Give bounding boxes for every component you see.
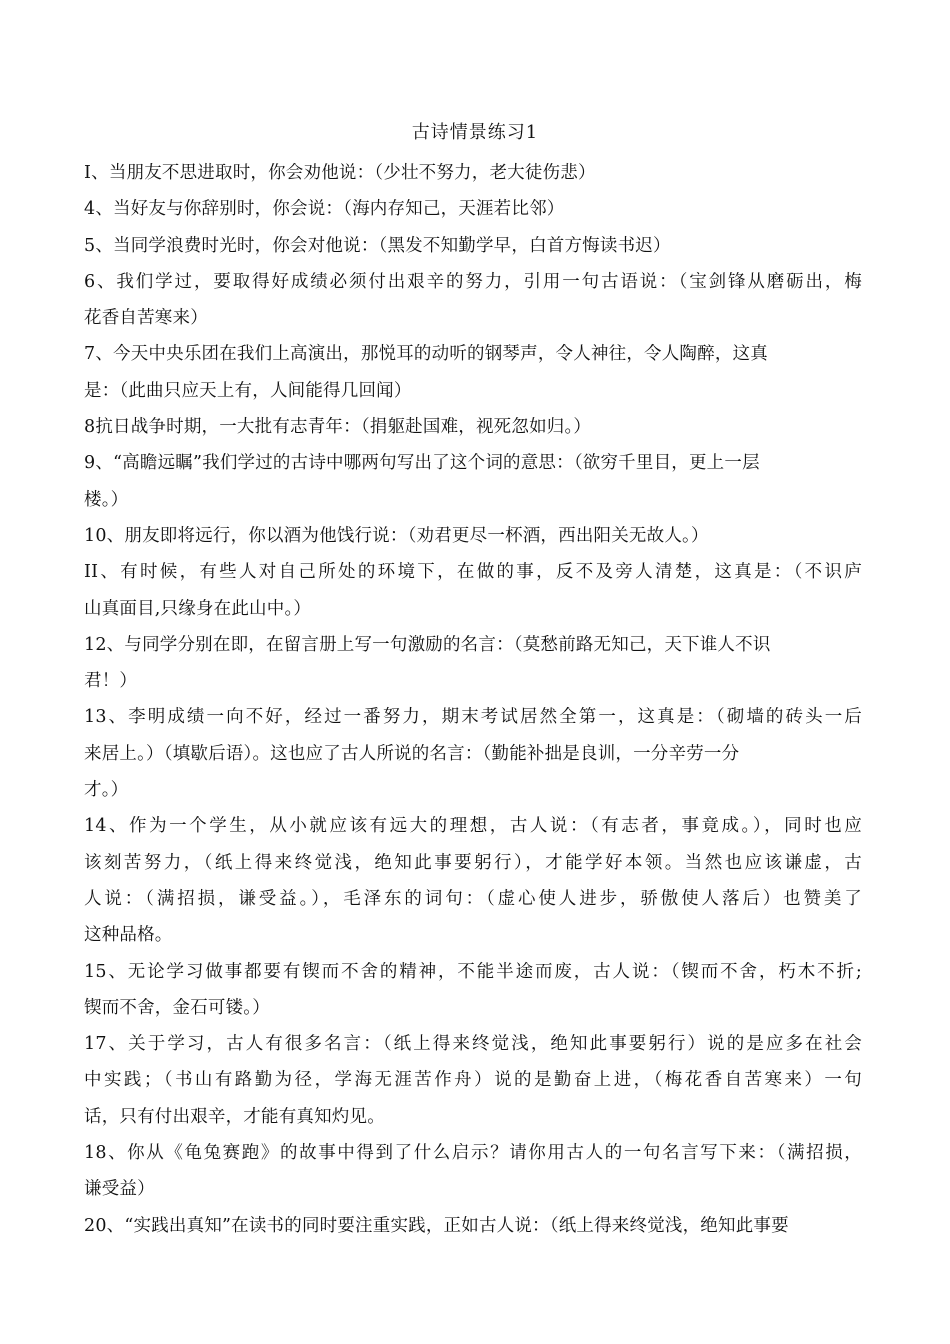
text-line: 谦受益） xyxy=(84,1179,155,1200)
text-line: 10、朋友即将远行，你以酒为他饯行说：（劝君更尽一杯酒，西出阳关无故人。） xyxy=(84,525,709,546)
text-line: 5、当同学浪费时光时，你会对他说：（黑发不知勤学早，白首方悔读书迟） xyxy=(84,235,671,256)
text-line: 7、今天中央乐团在我们上高演出，那悦耳的动听的钢琴声，令人神往，令人陶醉，这真 xyxy=(84,344,768,365)
text-line: 才。） xyxy=(84,780,129,801)
text-line: 12、与同学分别在即，在留言册上写一句激励的名言：（莫愁前路无知己，天下谁人不识 xyxy=(84,634,771,655)
document-title: 古诗情景练习1 xyxy=(411,122,539,143)
text-line: 18、你从《龟兔赛跑》的故事中得到了什么启示？请你用古人的一句名言写下来：（满招损， xyxy=(84,1143,862,1164)
text-line: 人说：（满招损，谦受益。），毛泽东的词句：（虚心使人进步，骄傲使人落后）也赞美了 xyxy=(84,888,862,909)
text-line: 6、我们学过，要取得好成绩必须付出艰辛的努力，引用一句古语说：（宝剑锋从磨砺出，梅 xyxy=(84,271,862,292)
text-line: 14、作为一个学生，从小就应该有远大的理想，古人说：（有志者，事竟成。），同时也应 xyxy=(84,816,862,837)
text-line: 13、李明成绩一向不好，经过一番努力，期末考试居然全第一，这真是：（砌墙的砖头一后 xyxy=(84,707,862,728)
text-line: 15、无论学习做事都要有锲而不舍的精神，不能半途而废，古人说：（锲而不舍，朽木不折; xyxy=(84,961,862,982)
text-line: 该刻苦努力，（纸上得来终觉浅，绝知此事要躬行），才能学好本领。当然也应该谦虚，古 xyxy=(84,852,862,873)
text-line: I、当朋友不思进取时，你会劝他说：（少壮不努力，老大徒伤悲） xyxy=(84,163,596,183)
text-line: 来居上。）（填歇后语）。这也应了古人所说的名言：（勤能补拙是良训，一分辛劳一分 xyxy=(84,743,740,764)
text-line: 锲而不舍，金石可镂。） xyxy=(84,997,270,1018)
text-line: 9、“高瞻远瞩”我们学过的古诗中哪两句写出了这个词的意思：（欲穷千里目，更上一层 xyxy=(84,453,760,474)
text-line: 是：（此曲只应天上有，人间能得几回闻） xyxy=(84,380,412,401)
text-line: 花香自苦寒来） xyxy=(84,308,208,329)
text-line: 楼。） xyxy=(84,489,129,510)
text-line: 4、当好友与你辞别时，你会说：（海内存知己，天涯若比邻） xyxy=(84,199,565,220)
text-line: 山真面目,只缘身在此山中。） xyxy=(84,598,312,619)
text-line: 话，只有付出艰辛，才能有真知灼见。 xyxy=(84,1106,385,1127)
text-line: 20、“实践出真知”在读书的同时要注重实践，正如古人说：（纸上得来终觉浅，绝知此事要 xyxy=(84,1215,789,1236)
text-line: 17、关于学习，古人有很多名言：（纸上得来终觉浅，绝知此事要躬行）说的是应多在社会 xyxy=(84,1034,862,1055)
text-line: II、有时候，有些人对自己所处的环境下，在做的事，反不及旁人清楚，这真是：（不识庐 xyxy=(84,562,862,583)
document-body xyxy=(84,155,862,1244)
text-line: 8抗日战争时期，一大批有志青年：（捐躯赴国难，视死忽如归。） xyxy=(84,417,592,438)
text-line: 君！） xyxy=(84,671,138,692)
text-line: 这种品格。 xyxy=(84,925,173,946)
text-line: 中实践；（书山有路勤为径，学海无涯苦作舟）说的是勤奋上进，（梅花香自苦寒来）一句 xyxy=(84,1070,862,1091)
